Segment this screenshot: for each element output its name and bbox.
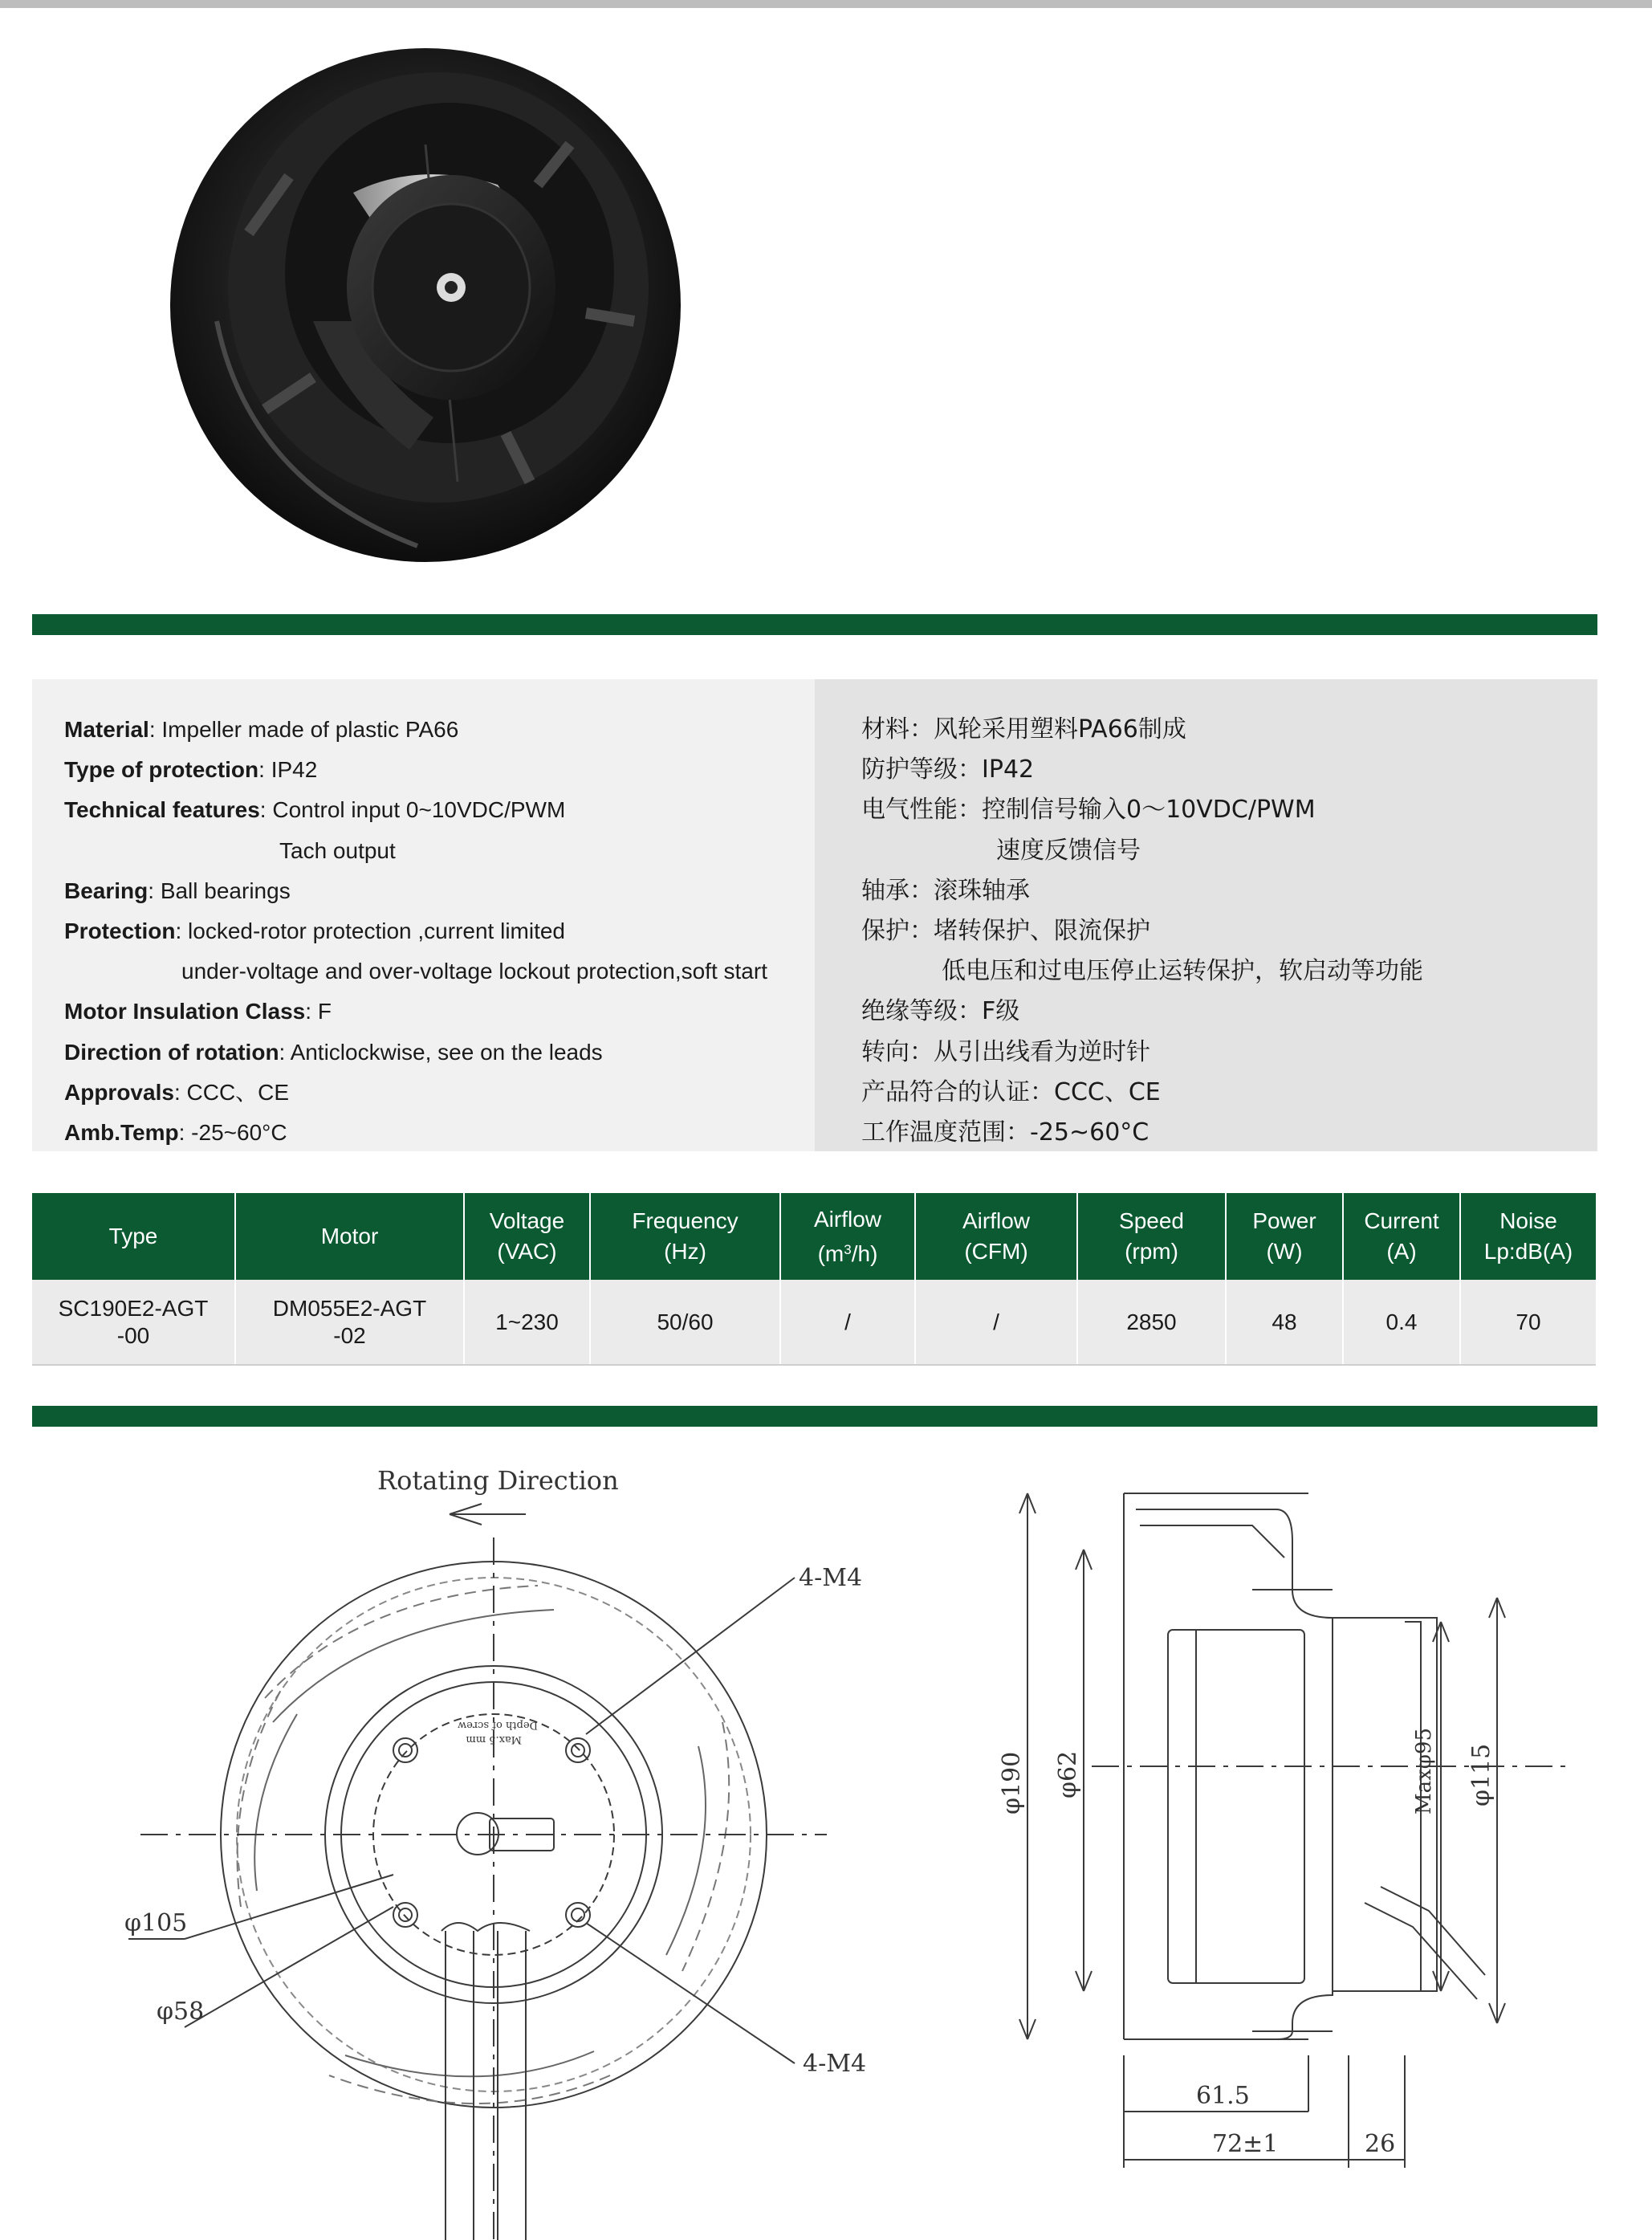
spec-zh-protection-grade: 防护等级：IP42 <box>861 755 1035 784</box>
label-dia-95: Maxφ95 <box>1412 1727 1436 1814</box>
spec-zh-insulation: 绝缘等级：F级 <box>861 997 1020 1026</box>
section-divider-bottom <box>32 1406 1597 1427</box>
cell-power: 48 <box>1226 1280 1343 1365</box>
label-dia-105: φ105 <box>124 1909 188 1937</box>
table-row <box>32 1280 1596 1365</box>
label-26: 26 <box>1365 2130 1396 2158</box>
performance-table <box>32 1193 1596 1366</box>
cell-motor: DM055E2-AGT -02 <box>235 1280 464 1365</box>
specifications-chinese <box>815 679 1597 1151</box>
header-noise: Noise Lp:dB(A) <box>1460 1193 1596 1280</box>
cell-voltage: 1~230 <box>464 1280 590 1365</box>
cell-airflow-cfm: / <box>915 1280 1077 1365</box>
cell-airflow-m3h: / <box>780 1280 915 1365</box>
spec-zh-electrical-cont: 速度反馈信号 <box>996 836 1141 865</box>
spec-protection-cont: under-voltage and over-voltage lockout protection,soft start <box>181 959 767 984</box>
cell-frequency: 50/60 <box>590 1280 780 1365</box>
spec-zh-rotation: 转向：从引出线看为逆时针 <box>861 1037 1150 1066</box>
spec-zh-bearing: 轴承：滚珠轴承 <box>861 876 1030 905</box>
spec-zh-protection-cont: 低电压和过电压停止运转保护，软启动等功能 <box>942 957 1423 986</box>
header-speed: Speed (rpm) <box>1077 1193 1226 1280</box>
spec-zh-material: 材料：风轮采用塑料PA66制成 <box>861 715 1186 743</box>
header-airflow-cfm: Airflow (CFM) <box>915 1193 1077 1280</box>
spec-direction-of-rotation: Direction of rotation: Anticlockwise, see on the leads <box>64 1039 603 1065</box>
cell-current: 0.4 <box>1343 1280 1460 1365</box>
spec-zh-temp: 工作温度范围：-25~60°C <box>861 1118 1149 1146</box>
label-72: 72±1 <box>1212 2130 1279 2158</box>
spec-zh-approvals: 产品符合的认证：CCC、CE <box>861 1077 1161 1106</box>
spec-type-of-protection: Type of protection: IP42 <box>64 757 318 783</box>
specifications-panel <box>32 679 1597 1151</box>
header-airflow-m3h: Airflow $(m^3/h)$ <box>780 1193 915 1280</box>
header-current: Current (A) <box>1343 1193 1460 1280</box>
label-4m4-bottom: 4-M4 <box>803 2050 867 2078</box>
header-voltage: Voltage (VAC) <box>464 1193 590 1280</box>
table-header-row <box>32 1193 1596 1280</box>
spec-material: Material: Impeller made of plastic PA66 <box>64 717 459 742</box>
specifications-english <box>32 679 815 1151</box>
section-divider-top <box>32 614 1597 635</box>
hub-label-max: Max.5 mm <box>466 1733 522 1745</box>
spec-bearing: Bearing: Ball bearings <box>64 878 291 903</box>
label-61-5: 61.5 <box>1196 2082 1250 2110</box>
hub-label-depth: Depth of screw <box>458 1719 538 1731</box>
spec-approvals: Approvals: CCC、CE <box>64 1079 290 1105</box>
label-4m4-top: 4-M4 <box>799 1564 863 1592</box>
header-motor: Motor <box>235 1193 464 1280</box>
rotating-direction-label: Rotating Direction <box>377 1465 619 1496</box>
spec-zh-electrical: 电气性能：控制信号输入0～10VDC/PWM <box>861 796 1316 825</box>
side-view-drawing <box>987 1477 1573 2184</box>
fan-impeller-photo <box>153 32 698 570</box>
spec-amb-temp: Amb.Temp: -25~60°C <box>64 1119 287 1145</box>
spec-technical-features: Technical features: Control input 0~10VDC/PWM <box>64 797 566 823</box>
spec-protection: Protection: locked-rotor protection ,current limited <box>64 918 566 943</box>
cell-type: SC190E2-AGT -00 <box>32 1280 235 1365</box>
front-view-drawing <box>104 1457 875 2240</box>
cell-noise: 70 <box>1460 1280 1596 1365</box>
label-dia-58: φ58 <box>157 1998 205 2026</box>
label-dia-115: φ115 <box>1467 1743 1495 1806</box>
spec-zh-protection: 保护：堵转保护、限流保护 <box>861 916 1150 945</box>
spec-insulation-class: Motor Insulation Class: F <box>64 999 332 1024</box>
header-type: Type <box>32 1193 235 1280</box>
header-frequency: Frequency (Hz) <box>590 1193 780 1280</box>
label-dia-62: φ62 <box>1054 1750 1082 1798</box>
spec-technical-features-cont: Tach output <box>279 837 396 863</box>
cell-speed: 2850 <box>1077 1280 1226 1365</box>
header-power: Power (W) <box>1226 1193 1343 1280</box>
label-dia-190: φ190 <box>998 1751 1026 1814</box>
top-divider <box>0 0 1652 8</box>
